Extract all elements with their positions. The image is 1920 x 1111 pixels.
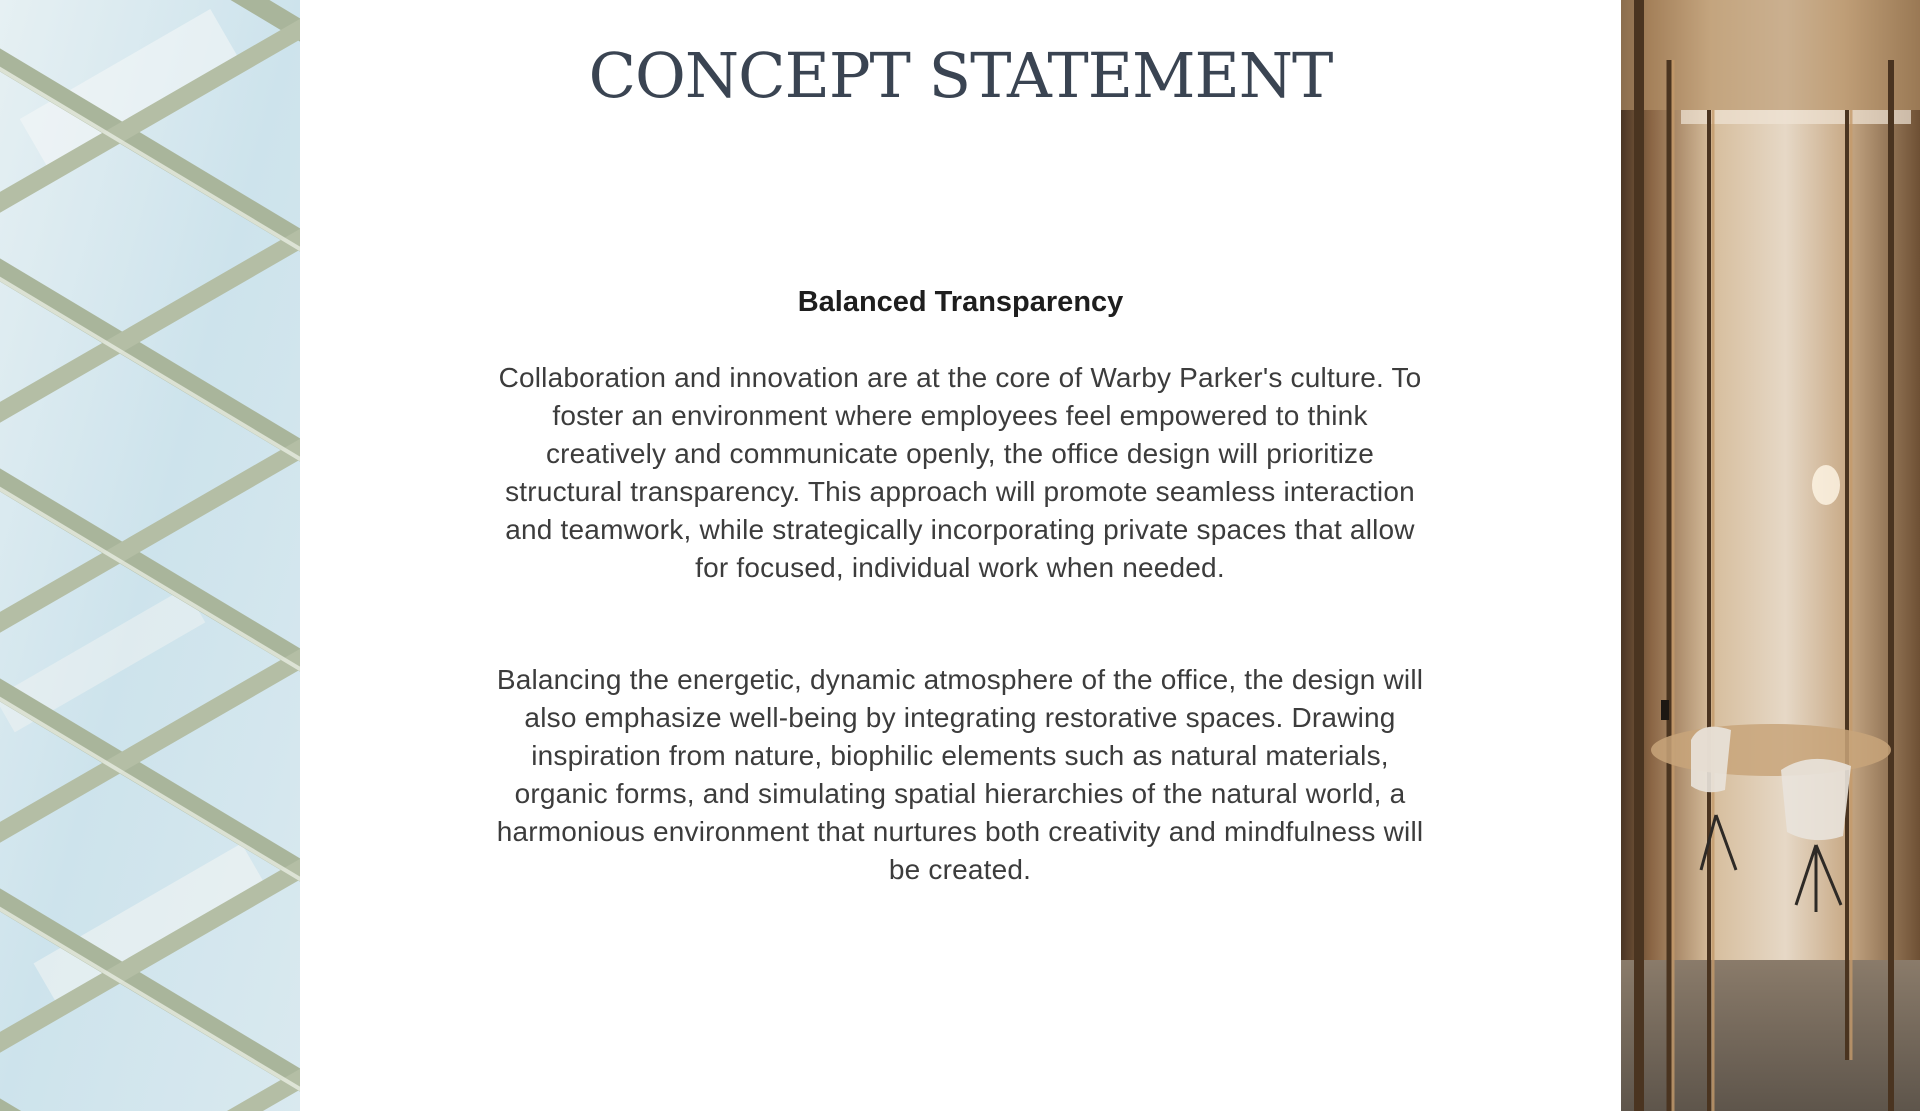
- concept-paragraph-2: Balancing the energetic, dynamic atmosphere of the office, the design will also emphasize well-being by integrating restorative spaces. Drawing inspiration from nature, biophilic elements such as natural materials, organic forms, and simulating spatial hierarchies of the natural world, a harmonious environment that nurtures both creativity and mindfulness will be created.: [496, 664, 1424, 885]
- section-subtitle: Balanced Transparency: [797, 286, 1124, 318]
- glass-office-image: [1621, 0, 1920, 1111]
- page-title: CONCEPT STATEMENT: [588, 39, 1333, 112]
- concept-text-column: [300, 0, 1621, 1111]
- skylight-photo: [0, 0, 300, 1111]
- concept-paragraph-1: Collaboration and innovation are at the core of Warby Parker's culture. To foster an environment where employees feel empowered to think creatively and communicate openly, the office design will prioritize structural transparency. This approach will promote seamless interaction and teamwork, while strategically incorporating private spaces that allow for focused, individual work when needed.: [498, 362, 1422, 583]
- office-interior-photo: [1621, 0, 1920, 1111]
- skylight-lattice-image: [0, 0, 300, 1111]
